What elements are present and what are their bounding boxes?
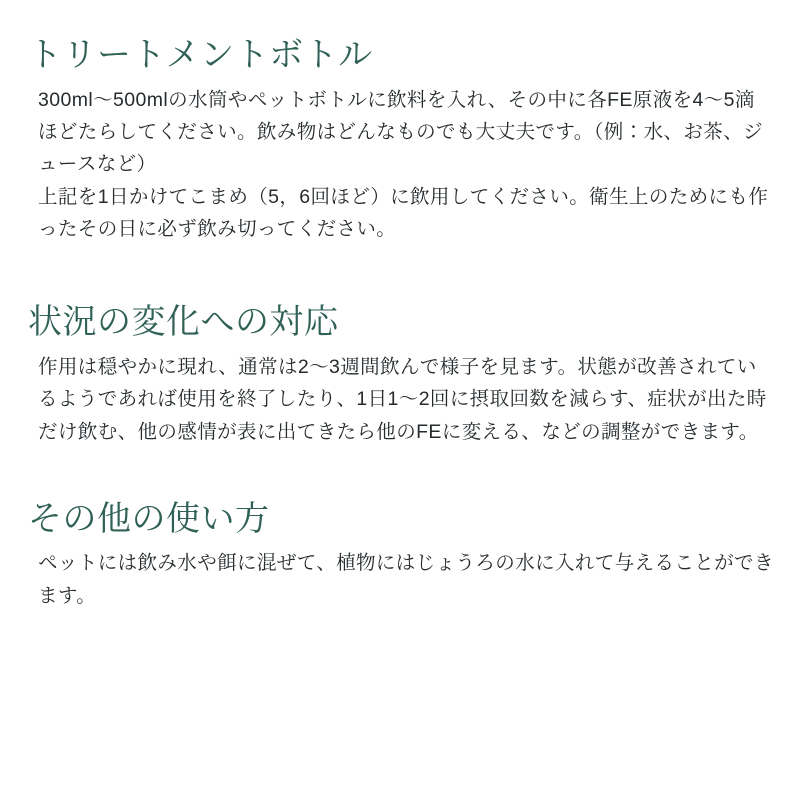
section-treatment-bottle: [26, 34, 774, 245]
paragraph: 300ml〜500mlの水筒やペットボトルに飲料を入れ、その中に各FE原液を4〜5滴ほどたらしてください。飲み物はどんなものでも大丈夫です。（例：水、お茶、ジュースなど）: [38, 88, 763, 176]
spacer: [26, 612, 774, 712]
section-heading: トリートメントボトル: [28, 36, 373, 74]
section-body: [38, 84, 774, 246]
section-body: [38, 351, 774, 448]
section-response-to-change: [26, 301, 774, 448]
paragraph: ペットには飲み水や餌に混ぜて、植物にはじょうろの水に入れて与えることができます。: [38, 552, 774, 607]
section-body: [38, 547, 774, 612]
spacer: [26, 448, 774, 498]
section-other-uses: [26, 498, 774, 612]
section-heading: その他の使い方: [28, 499, 270, 538]
paragraph: 上記を1日かけてこまめ（5，6回ほど）に飲用してください。衛生上のためにも作ったその日に必ず飲み切ってください。: [38, 185, 769, 240]
paragraph: 作用は穏やかに現れ、通常は2〜3週間飲んで様子を見ます。状態が改善されているようであれば使用を終了したり、1日1〜2回に摂取回数を減らす、症状が出た時だけ飲む、他の感情が表に出てきたら他のFEに変える、などの調整ができます。: [38, 355, 767, 443]
section-heading: 状況の変化への対応: [28, 303, 339, 342]
spacer: [26, 245, 774, 301]
